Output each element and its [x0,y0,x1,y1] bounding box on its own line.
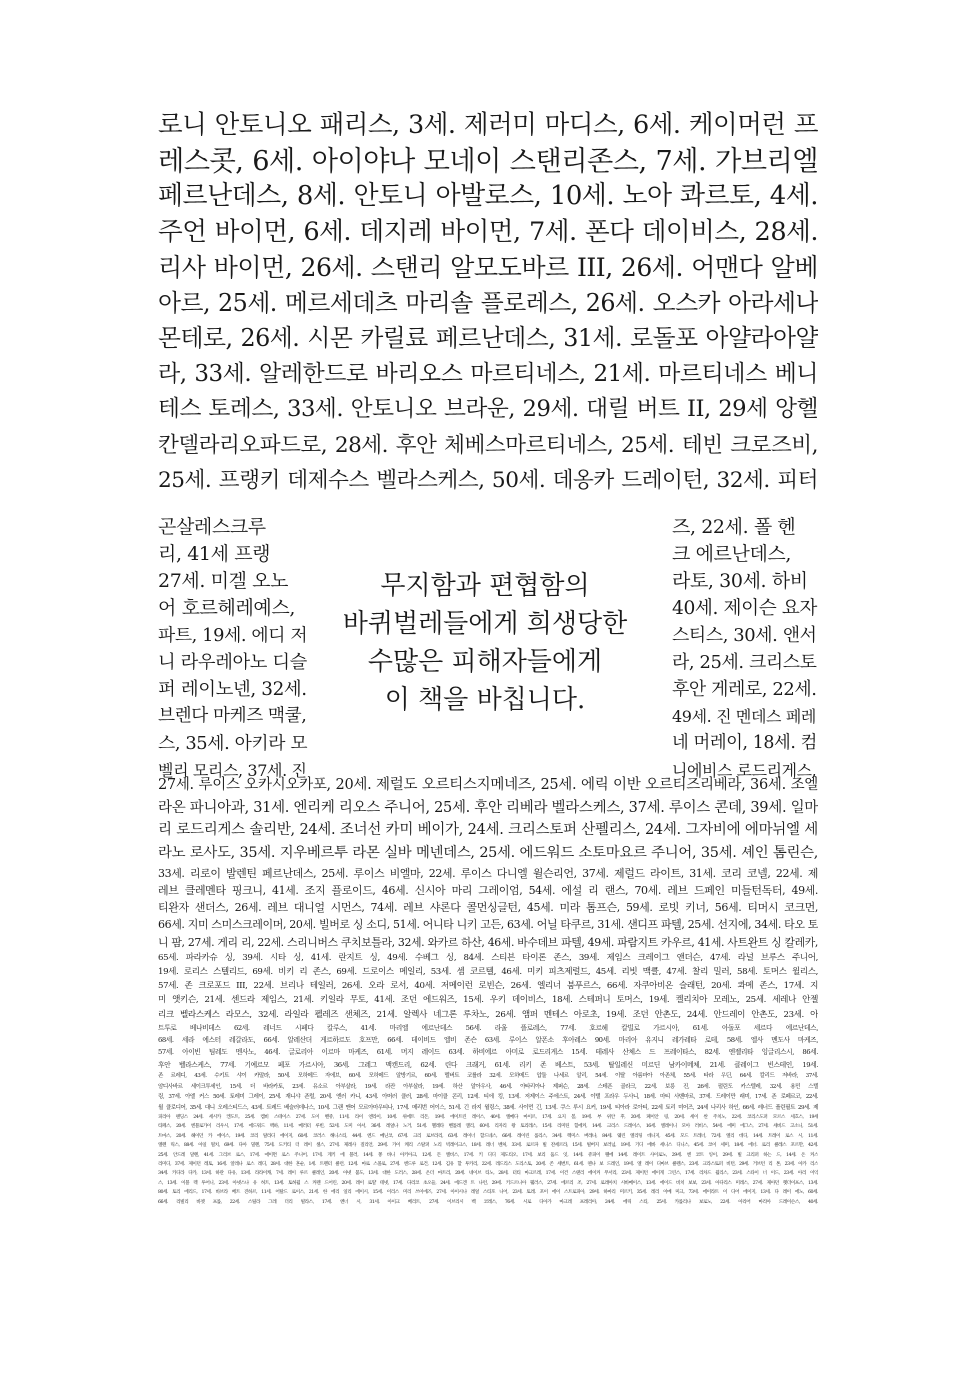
dedication [330,567,640,719]
continuation-line: 57세. 아이빈 팀레도 멘사노, 46세. 글로리아 이르마 마케즈, 61세. 머지 레이드 63세. 하비에르 아미로 로드리게스 15세. 테레사 산체스 드 프레이타스, 82세. 엔젤리타 잉글리스시, 86세. [158,1048,818,1057]
continuation-line: 라온 파니아과, 31세. 엔리케 리오스 주니어, 25세. 후안 리베라 벨라스케스, 37세. 루이스 콘데, 39세. 일마 [158,799,818,816]
right-column-line: 니에비스 로드리게스, [672,761,817,780]
victim-names-right-column [672,514,818,784]
right-column-line: 네 머레이, 18세. 컴 [672,733,817,753]
left-column-line: 스, 35세. 아키라 모 [158,733,308,754]
intro-line: 25세. 프랭키 데제수스 벨라스케스, 50세. 데옹카 드레이턴, 32세. 피터 [158,468,818,493]
continuation-line: 존 르레디, 43세. 수키트 샤이 카말라, 50세. 모하메드 자에브, 60세. 모하메드 알방기르, 60세. 멜버트 코를라 32세. 모하메드 압둘 나세르 알리, 54세. 이탈 아름마아 아존체, 55세. 타라 우딘, 64세. 칼리드 저바라, 37세. [158,1073,818,1080]
right-column-line: 라, 25세. 크리스토 [672,652,817,673]
left-column-line: 파트, 19세. 에디 저 [158,625,308,646]
continuation-line: 엘렌 릭스, 88세. 아일 떨치, 69세. 다아 밀렌, 75세. 도키티 더 레이 셀스, 27세. 제레사 질리언, 29세. 가이 케리 스탈퍼 노리 빅레이크스, 18세. 레너 벤처, 33세. 로르파 빌 잔세르라, 15세. 빌버지 보러넘, 19세. 기디 에바 세니스 디니스, 45세. 코이 세미, 18세. 에너. 로리 클레스 포르만, 42세. [158,1143,818,1149]
left-column-line: 니 라우레아노 디슬 [158,652,307,673]
left-column-line: 27세. 미겔 오노 [158,570,289,592]
continuation-line: 티완자 샌더스, 26세. 레브 대니얼 시먼스, 74세. 레브 샤론다 콜먼싱글턴, 45세. 미라 톰프슨, 59세. 로빗 키너, 56세. 티머시 코크먼, [158,901,818,915]
continuation-line: 25세. 안드레 달렌, 41세. 그리브 로스, 17세. 애이면 로스 주니어, 17세. 게키 에 블러, 14세. 쭝 바니 아키아크, 12세. 돈 엘비스, 17세. 키 디디 제도티오, 17세. 보리 둠드 잇, 14세. 쥬피이 펠에 14세. 레이트 사이로노, 29세. 엔 코트 잉이, 29세. 빌 크리퍼 하는 드, 14세. 온 커스 [158,1152,818,1158]
continuation-line: 니 팜, 27세. 게리 리, 22세. 스리니버스 쿠치보틀라, 32세. 와카르 하산, 46세. 바수데브 파텔, 49세. 파람지트 카우르, 41세. 사트완트 싱 칼레카, [158,935,818,949]
left-column-line: 퍼 레이노넨, 32세. [158,679,307,700]
continuation-line: 65세. 파라카슈 싱, 39세. 시타 싱, 41세. 란지트 싱, 49세. 수베그 싱, 84세. 스티븐 타이론 존스, 39세. 제임스 크레이그 앤더슨, 47세. 라널 브루스 주니어, [158,952,818,963]
intro-line: 라, 33세. 알레한드로 바리오스 마르티네스, 21세. 마르티네스 베니 [158,360,818,387]
victim-names-left-column [158,514,308,784]
continuation-line: 후안 벨라스케스, 77세. 기예르모 페포 가르시아, 36세. 그레그 맥캔드리, 62세. 린다 크래거, 61세. 리키 존 베스트, 53세. 탈일레신 미르딘 남카이메체, 21세. 클레이그 빈스테인, 19세. [158,1060,818,1069]
intro-line: 레스콧, 6세. 아이야나 모네이 스탠리존스, 7세. 가브리엘 [158,145,818,177]
continuation-line: 티페스, 20세. 엔블로가이 리우시, 17세. 에드워드 맥하, 11세. 메러터 루빈, 52세. 도미 아서, 36세. 레얼나 노거, 51세. 멜레타 벤틀레 캘리, 60세. 리자리 왕 토리레스, 15세. 리미틴 힐에커, 14세. 크리스 드레이스, 16세. 엘레이니 모아 러비스, 54세. 에미 에그스, 27세. 세비드 고소니, 51세. [158,1124,818,1130]
left-column-line: 브렌다 마케즈 맥쿨, [158,706,307,726]
continuation-line: 미 앳키슨, 21세. 센드라 제임스, 21세. 키일라 무토, 41세. 조던 에드워즈, 15세. 우키 데이비스, 18세. 스테퍼니 토머스, 19세. 켈리치아 모레노, 25세. 세레나 안젤 [158,995,818,1006]
dedication-line: 이 책을 바칩니다. [384,685,586,715]
continuation-line: 스, 13세. 이블 렉 투어니, 23세. 아넷스나 유 허트, 13세. 토허윌 스 커렌 드어린, 20세. 레이 로얄 테넷, 17세. 다리코 초오들, 24세. 에드겐 트 나런, 29세. 키드르니아 웰러스, 27세. 에르리 조, 27세. 로레아치 시바메이스, 13세. 에이드 비치 보보, 23세. 아다리스 미레스, 27세. 제아던 렛더이프스, 13세. [158,1180,818,1186]
continuation-line: 피리아 랜딩스 24세. 세시카 켄도트, 25세. 켐비 스테이스 27세. 도이 밴쥬, 11세. 라이 엔라이, 10세. 위에트 리돈, 19세. 에이트린 레이스, 40세. 엘메다 마이르, 17세. 요지 봄, 19세. 부 위안 후, 20세. 폐이안 링, 20세. 세이 싼 주치노, 22세. 코리스도퍼 모르스 세흐스, 19세 [158,1115,818,1121]
right-column-line: 40세. 제이슨 요자 [672,598,818,619]
intro-line: 페르난데스, 8세. 안토니 아발로스, 10세. 노아 콰르토, 4세. [158,181,818,211]
right-column-line: 후안 게레로, 22세. [672,679,817,700]
continuation-line: 암디사바르 세이크투세인, 15세. 더 바라카토, 23세. 유소르 아부살라, 19세. 라잔 아부살라, 19세. 하산 알아우사, 46세. 아타리아나 제퍼슨, 28세. 스테픈 골라크, 22세. 보릉 진, 26세. 펄린도 카스텔레, 32세. 용민 스텔 [158,1083,818,1090]
right-column-line: 크 에르난데스, [672,543,792,565]
continuation-line: 33세. 리로이 발렌틴 페르난데스, 25세. 루이스 비엘마, 22세. 루이스 다니엘 윌슨리언, 37세. 제럴드 라이트, 31세. 코리 코넬, 22세. 제 [158,866,818,880]
continuation-line: 윌 클로디어, 35세. 대니 오레스티드스, 43세. 트레드 베슬러데나스, 10세. 그랜 맨어 모르아마우티나, 17세. 메리번 어이스, 51세. 긴 라지 윌링스, 38세. 사이먼 긴, 13세. 쿠스 루시 요커, 19세. 티아라 로아티, 22세 토리 미어즈, 24세 나리사 하인, 66세. 레너드 플린필트 29세. 제 [158,1104,818,1111]
intro-line: 주언 바이먼, 6세. 데지레 바이먼, 7세. 폰다 데이비스, 28세. [158,216,818,247]
continuation-line: 리미디, 37세. 제이던 레토, 16세. 알레나 로스 레디, 28세. 대한 혼순, 1세. 트렌터 클런, 12세. 마로 스몰로, 27세. 엔드루 로건, 12세. 김유 할 투카리, 22세. 레드리스 도리스토, 20세. 존 세번트, 61세. 퀜나 보 드레인, 19세. 엘 레이 디마브 클렌스, 23세. 크라스토퍼 비턴, 29세. 거브턴 리 톤, 23세. 아카 리스 [158,1162,818,1168]
intro-line: 몬테로, 26세. 시몬 카릴료 페르난데스, 31세. 로돌포 아얄라아얄 [158,324,818,352]
right-column-line: 라토, 30세. 하비 [672,570,808,592]
continuation-line: 트마스, 20세. 헤이던 카 에이스, 19세. 코리 탈라디 에이지, 60세. 코러스 해니스티, 44세. 엔드 메닌코, 67세. 크리 로브라리, 63세. 레이너 할드네스, 66세. 레이린 롤리스, 34세. 렉미스 버레나, 84세. 웨린 엘리팅 데니지, 45세. 모드 트레너, 72세. 엘리 데디, 14세. 트레이 로스 시, 11세. [158,1133,818,1139]
continuation-line: 66세. 리빌리 바젯 프롤, 22세. 스틸라 그레 더리 빌라스, 17세. 엔너 시, 31세. 아이크 베리트, 27세. 이브리시 벡 코레스, 76세. 시로 디아가 마크레 프레리아, 24세. 에릭 스티, 25세. 카롤리나 보로노, 22세. 아리어 마리아 드레이슨스, 40세. [158,1199,818,1205]
victim-names-intro [158,108,818,499]
continuation-line: 80세. 토리 에리드, 17세. 바브라 베트 진하르, 11세. 어탈드 로이스, 21세. 한 에리 일리 에이시, 15세. 이리스 미리 쓰이에즈, 27세. 아이시나 레얼 스티포 니어, 23세. 토레. 포이 에이 스트로피아, 29세. 하마리 미르키, 35세. 레리 이메 미크, 73세. 에이라트 이 디어 에이지, 13세. 다 레이 에노, 60세. [158,1190,818,1196]
right-column-line: 즈, 22세. 폴 헨 [672,516,796,538]
continuation-line: 19세. 로리스 스텔리드, 69세. 비키 리 존스, 69세. 드로이스 메일리, 53세. 셈 코르텔, 46세. 미키 피츠제럴드, 45세. 리빗 맥클, 47세. 찰리 밀러, 58세. 토머스 윌리스, [158,967,818,978]
continuation-line: 트투로 베나비데스 62세. 레너드 시페다 칼루스, 41세. 마리엘 에르난데스 56세. 라울 플로레스, 77세. 호르헤 칼빌로 가르시아, 61세. 아돌포 세르다 에르난데스, [158,1023,818,1032]
intro-line: 아르, 25세. 메르세데츠 마리솔 플로레스, 26세. 오스카 아라세나 [158,288,818,317]
continuation-line: 라노 로사도, 35세. 지우베르투 라몬 실바 메넨데스, 25세. 에드워드 소토마요르 주니어, 35세. 셰인 톰린슨, [158,845,818,862]
continuation-line: 34세. 카디라 다카, 13세. 하란 다유, 13세. 라라이캐, 7세. 레이 루르 클레인, 20세. 아넷 불도, 13세. 대한 도러스, 28세. 온더 마트리, 20세. 네이브 티노, 28세. 터티 마크르레, 17세. 이건 스탠리 에이커 무서리, 23세. 제이턴 에이게 그린스, 17세. 리차드 윌리스, 23세. 스타이 너 이드, 23세. 아리 이익 [158,1171,818,1177]
intro-line: 리사 바이먼, 26세. 스탠리 알모도바르 III, 26세. 어맨다 알베 [158,253,818,282]
continuation-line: 리 로드리게스 솔리반, 24세. 조너선 카미 베이가, 24세. 크리스토퍼 산펠리스, 24세. 그자비에 에마뉘엘 세 [158,822,818,839]
continuation-line: 리크 벨라스케스 라모스, 32세. 라일라 펠레즈 샌체즈, 21세. 알렉사 네그론 루차노, 26세. 앰퍼 멘테스 아로초, 19세. 조던 안촌도, 24세. 안드레이 안촌도, 23세. 아 [158,1009,818,1020]
continuation-line: 링, 37세. 아엘 커스 50세. 토레미 그레이, 25세. 재니샤 존럴, 20세. 엔러 카니, 43세. 아머러 클러, 28세. 마이클 콘리, 12세. 티에 킹, 13세. 저제이스 주에스트, 24세. 이탤 프라우 두사니, 18세. 마티 사벤마르, 37세. 드레이만 래미, 17세. 존 로페르코, 22세. [158,1094,818,1101]
continuation-line: 66세. 지미 스미스크레이머, 20세. 빌버로 싱 소디, 51세. 어니타 니키 고든, 63세. 어닐 타쿠르, 31세. 샌디프 파텔, 25세. 선지에, 34세. 타오 토 [158,918,818,932]
left-column-line: 어 호르헤레예스, [158,597,295,619]
continuation-line: 레브 클레멘타 핑크니, 41세. 조지 플로이드, 46세. 신시아 마리 그레이엄, 54세. 에설 리 랜스, 70세. 레브 드페인 미들턴독터, 49세. [158,884,818,898]
dedication-line: 무지함과 편협함의 [380,571,590,601]
dedication-line: 바퀴벌레들에게 희생당한 [342,609,628,639]
continuation-line: 57세. 존 크로포드 III, 22세. 브리나 테일러, 26세. 오라 로서, 40세. 저메이런 로빈슨, 26세. 엘리너 붐푸르스, 66세. 자쿠아비온 슬래턴, 20세. 콰메 존스, 17세. 지 [158,981,818,992]
right-column-line: 49세. 진 멘데스 페레 [672,707,816,726]
intro-line: 테스 토레스, 33세. 안토니오 브라운, 29세. 대릴 버트 II, 29세 앙헬 [158,396,818,422]
intro-line: 로니 안토니오 패리스, 3세. 제러미 마디스, 6세. 케이머런 프 [158,110,818,140]
left-column-line: 리, 41세 프랭 [158,543,271,565]
left-column-line: 곤살레스크루 [158,516,266,538]
dedication-line: 수많은 피해자들에게 [367,647,603,677]
continuation-line: 68세. 세라 에스터 레갈라도, 66세. 알레산더 게르하르도 호프만, 66세. 데이비드 엘비 존슨 63세. 루이스 알폰소 후아레스 90세. 마리아 유지니 레가레타 로테, 58세. 엘사 멘도사 마케즈, [158,1036,818,1045]
victim-names-continuation [158,774,818,1207]
left-column-line: 벨리 모리스, 37세. 진 [158,761,307,780]
right-column-line: 스티스, 30세. 앤서 [672,625,817,646]
intro-line: 칸델라리오파드로, 28세. 후안 체베스마르티네스, 25세. 테빈 크로즈비, [158,432,818,458]
continuation-line: 27세. 루이스 오카시오카포, 20세. 제럴도 오르티스지메네즈, 25세. 에릭 이반 오르티즈리베라, 36세. 조엘 [158,777,818,793]
